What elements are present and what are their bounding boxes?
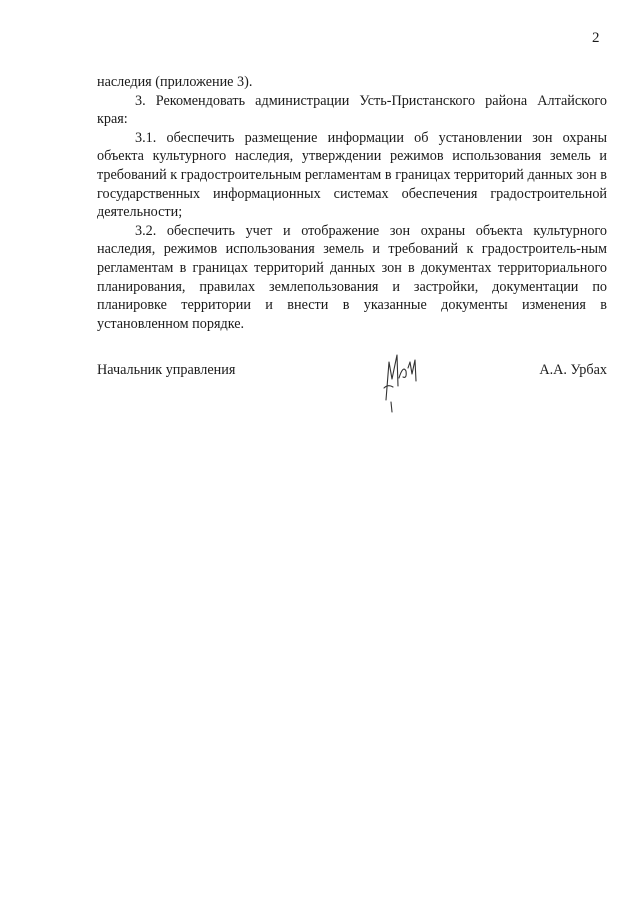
paragraph-continuation: наследия (приложение 3). — [97, 74, 253, 90]
paragraph-item-3: 3. Рекомендовать администрации Усть-Пристанского района Алтайского края: — [97, 92, 607, 128]
signatory-name: А.А. Урбах — [539, 362, 607, 378]
handwritten-signature — [379, 348, 423, 419]
document-body — [97, 73, 607, 333]
signature-block — [97, 362, 607, 422]
paragraph-item-3-2: 3.2. обеспечить учет и отображение зон охраны объекта культурного наследия, режимов использования земель и требований к градостроитель-ным регламентам в границах территорий данных зон в документах территориального планирования, правилах землепользования и застройки, документации по планировке территории и внести в указанные документы изменения в установленном порядке. — [97, 222, 607, 332]
page-number: 2 — [592, 30, 600, 46]
signatory-position: Начальник управления — [97, 362, 236, 378]
paragraph-item-3-1: 3.1. обеспечить размещение информации об установлении зон охраны объекта культурного наследия, утверждении режимов использования земель и требований к градостроительным регламентам в границах территорий данных зон в государственных информационных системах обеспечения градостроительной деятельности; — [97, 129, 607, 221]
